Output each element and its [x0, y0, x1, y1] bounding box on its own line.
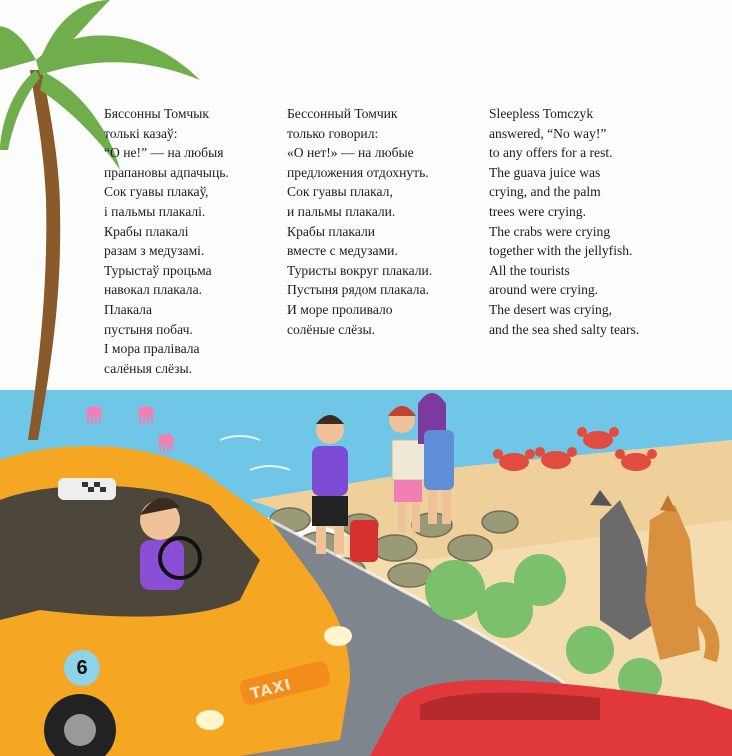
text-line: толькі казаў: — [104, 125, 178, 141]
text-line: The guava juice was — [489, 164, 601, 180]
text-line: Сок гуавы плакаў, — [104, 184, 209, 200]
text-column-russian — [287, 104, 432, 339]
text-line: Крабы плакалі — [104, 223, 189, 239]
text-line: trees were crying. — [489, 203, 586, 219]
text-line: All the tourists — [489, 262, 570, 278]
text-line: і пальмы плакалі. — [104, 203, 206, 219]
text-line: Плакала — [104, 301, 153, 317]
text-line: crying, and the palm — [489, 184, 601, 200]
text-line: Sleepless Tomczyk — [489, 106, 594, 121]
text-line: answered, “No way!” — [489, 125, 607, 141]
text-line: “О не!” — на любыя — [104, 145, 224, 161]
text-line: Турыстаў процьма — [104, 262, 212, 278]
text-line: Туристы вокруг плакали. — [287, 262, 433, 278]
text-line: The desert was crying, — [489, 301, 613, 317]
text-line: Сок гуавы плакал, — [287, 184, 393, 200]
text-line: вместе с медузами. — [287, 243, 398, 259]
text-line: and the sea shed salty tears. — [489, 321, 640, 337]
page-number: 6 — [64, 650, 100, 686]
text-line: предложения отдохнуть. — [287, 164, 429, 180]
text-line: И море проливало — [287, 301, 393, 317]
taxi-roof-sign — [58, 478, 116, 500]
text-column-english — [489, 104, 639, 339]
taxi-label: TAXI — [248, 675, 294, 703]
text-line: и пальмы плакали. — [287, 203, 396, 219]
headlight — [324, 626, 352, 646]
text-line: around were crying. — [489, 282, 599, 298]
text-line: Пустыня рядом плакала. — [287, 282, 430, 298]
text-column-belarusian — [104, 104, 229, 378]
text-line: Бяссонны Томчык — [104, 106, 209, 121]
text-line: together with the jellyfish. — [489, 243, 633, 259]
text-line: пустыня побач. — [104, 321, 193, 337]
palm-trunk — [28, 70, 60, 440]
text-line: Бессонный Томчик — [287, 106, 398, 121]
text-line: to any offers for a rest. — [489, 145, 613, 161]
text-line: салёныя слёзы. — [104, 360, 192, 376]
text-line: «О нет!» — на любые — [287, 145, 414, 161]
text-line: солёные слёзы. — [287, 321, 376, 337]
text-line: навокал плакала. — [104, 282, 203, 298]
text-line: только говорил: — [287, 125, 379, 141]
text-line: The crabs were crying — [489, 223, 611, 239]
text-line: прапановы адпачыць. — [104, 164, 229, 180]
text-line: І мора пралівала — [104, 341, 200, 357]
text-line: Крабы плакали — [287, 223, 376, 239]
headlight — [196, 710, 224, 730]
text-line: разам з медузамі. — [104, 243, 205, 259]
